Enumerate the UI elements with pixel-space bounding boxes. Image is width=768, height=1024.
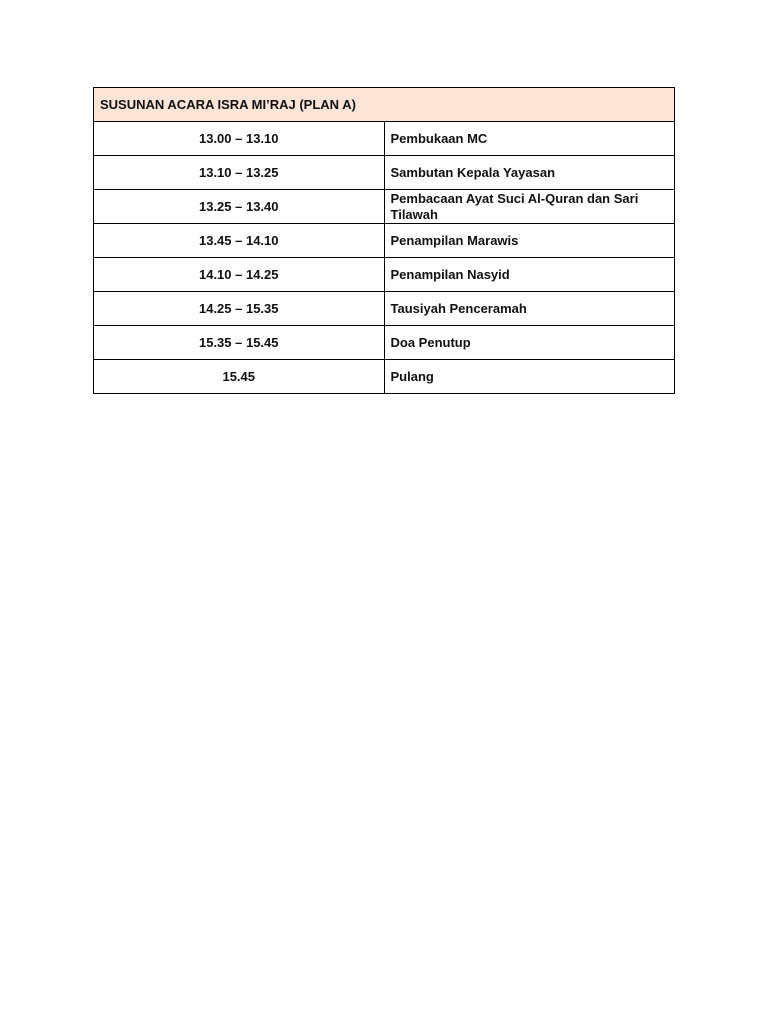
event-cell: Sambutan Kepala Yayasan [384, 156, 675, 190]
time-cell: 15.35 – 15.45 [94, 326, 385, 360]
event-cell: Penampilan Marawis [384, 224, 675, 258]
schedule-table [93, 87, 675, 394]
table-row [94, 224, 675, 258]
time-cell: 13.25 – 13.40 [94, 190, 385, 224]
schedule-title-row [94, 88, 675, 122]
event-cell: Penampilan Nasyid [384, 258, 675, 292]
time-cell: 14.25 – 15.35 [94, 292, 385, 326]
event-cell: Pembukaan MC [384, 122, 675, 156]
time-cell: 13.00 – 13.10 [94, 122, 385, 156]
table-row [94, 258, 675, 292]
event-cell: Pulang [384, 360, 675, 394]
table-row [94, 326, 675, 360]
table-row [94, 292, 675, 326]
time-cell: 15.45 [94, 360, 385, 394]
event-cell: Doa Penutup [384, 326, 675, 360]
event-cell: Tausiyah Penceramah [384, 292, 675, 326]
table-row [94, 122, 675, 156]
table-row [94, 190, 675, 224]
event-cell: Pembacaan Ayat Suci Al-Quran dan Sari Tilawah [384, 190, 675, 224]
time-cell: 14.10 – 14.25 [94, 258, 385, 292]
table-row [94, 156, 675, 190]
schedule-title: SUSUNAN ACARA ISRA MI’RAJ (PLAN A) [94, 88, 675, 122]
table-row [94, 360, 675, 394]
time-cell: 13.10 – 13.25 [94, 156, 385, 190]
time-cell: 13.45 – 14.10 [94, 224, 385, 258]
